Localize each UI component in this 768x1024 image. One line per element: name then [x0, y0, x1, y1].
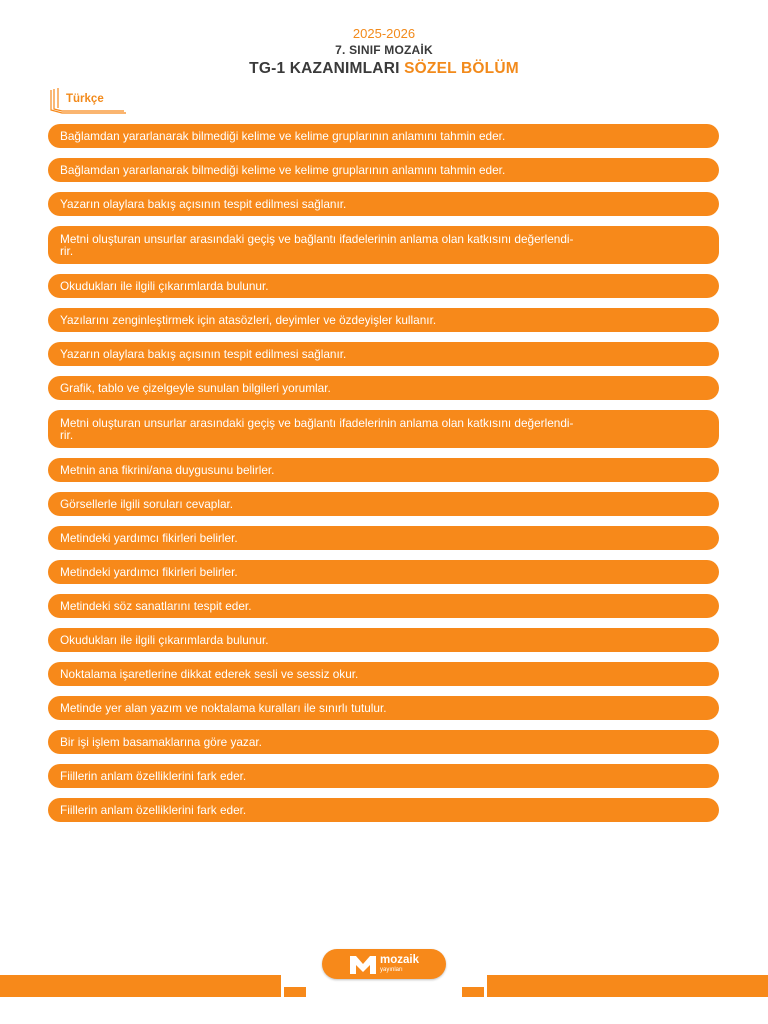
- outcome-row: Fiillerin anlam özelliklerini fark eder.: [48, 798, 719, 822]
- outcome-row: Bir işi işlem basamaklarına göre yazar.: [48, 730, 719, 754]
- grade-label: 7. SINIF MOZAİK: [335, 43, 433, 57]
- outcome-row: Yazarın olaylara bakış açısının tespit edilmesi sağlanır.: [48, 342, 719, 366]
- outcome-row: Yazılarını zenginleştirmek için atasözleri, deyimler ve özdeyişler kullanır.: [48, 308, 719, 332]
- page-title: [0, 59, 768, 78]
- title-accent: SÖZEL BÖLÜM: [404, 60, 519, 77]
- footer-tick-left: [284, 987, 306, 997]
- outcome-row: Metindeki yardımcı fikirleri belirler.: [48, 560, 719, 584]
- outcome-row: Metni oluşturan unsurlar arasındaki geçiş ve bağlantı ifadelerinin anlama olan katkısını değerlendi- rir.: [48, 226, 719, 264]
- footer-tick-right: [462, 987, 484, 997]
- outcome-row: Okudukları ile ilgili çıkarımlarda bulunur.: [48, 628, 719, 652]
- outcome-row: Metni oluşturan unsurlar arasındaki geçiş ve bağlantı ifadelerinin anlama olan katkısını değerlendi- rir.: [48, 410, 719, 448]
- academic-year: 2025-2026: [352, 26, 416, 41]
- outcome-list: [48, 124, 719, 832]
- mozaik-logo: [322, 949, 446, 979]
- outcome-row: Grafik, tablo ve çizelgeyle sunulan bilgileri yorumlar.: [48, 376, 719, 400]
- logo-name: mozaik: [380, 954, 419, 966]
- outcome-row: Bağlamdan yararlanarak bilmediği kelime ve kelime gruplarının anlamını tahmin eder.: [48, 158, 719, 182]
- outcome-row: Fiillerin anlam özelliklerini fark eder.: [48, 764, 719, 788]
- mozaik-m-icon: [348, 954, 378, 975]
- page-header: [0, 26, 768, 78]
- title-main: TG-1 KAZANIMLARI: [249, 60, 400, 77]
- outcome-row: Metindeki söz sanatlarını tespit eder.: [48, 594, 719, 618]
- footer-bar-right: [487, 975, 768, 997]
- subject-tab: [48, 88, 126, 112]
- outcome-row: Metnin ana fikrini/ana duygusunu belirler.: [48, 458, 719, 482]
- outcome-row: Görsellerle ilgili soruları cevaplar.: [48, 492, 719, 516]
- footer-bar-left: [0, 975, 281, 997]
- outcome-row: Noktalama işaretlerine dikkat ederek sesli ve sessiz okur.: [48, 662, 719, 686]
- subject-label: Türkçe: [66, 93, 104, 105]
- outcome-row: Yazarın olaylara bakış açısının tespit edilmesi sağlanır.: [48, 192, 719, 216]
- outcome-row: Metinde yer alan yazım ve noktalama kuralları ile sınırlı tutulur.: [48, 696, 719, 720]
- logo-subtitle: yayınları: [380, 967, 403, 973]
- outcome-row: Metindeki yardımcı fikirleri belirler.: [48, 526, 719, 550]
- outcome-row: Bağlamdan yararlanarak bilmediği kelime ve kelime gruplarının anlamını tahmin eder.: [48, 124, 719, 148]
- outcome-row: Okudukları ile ilgili çıkarımlarda bulunur.: [48, 274, 719, 298]
